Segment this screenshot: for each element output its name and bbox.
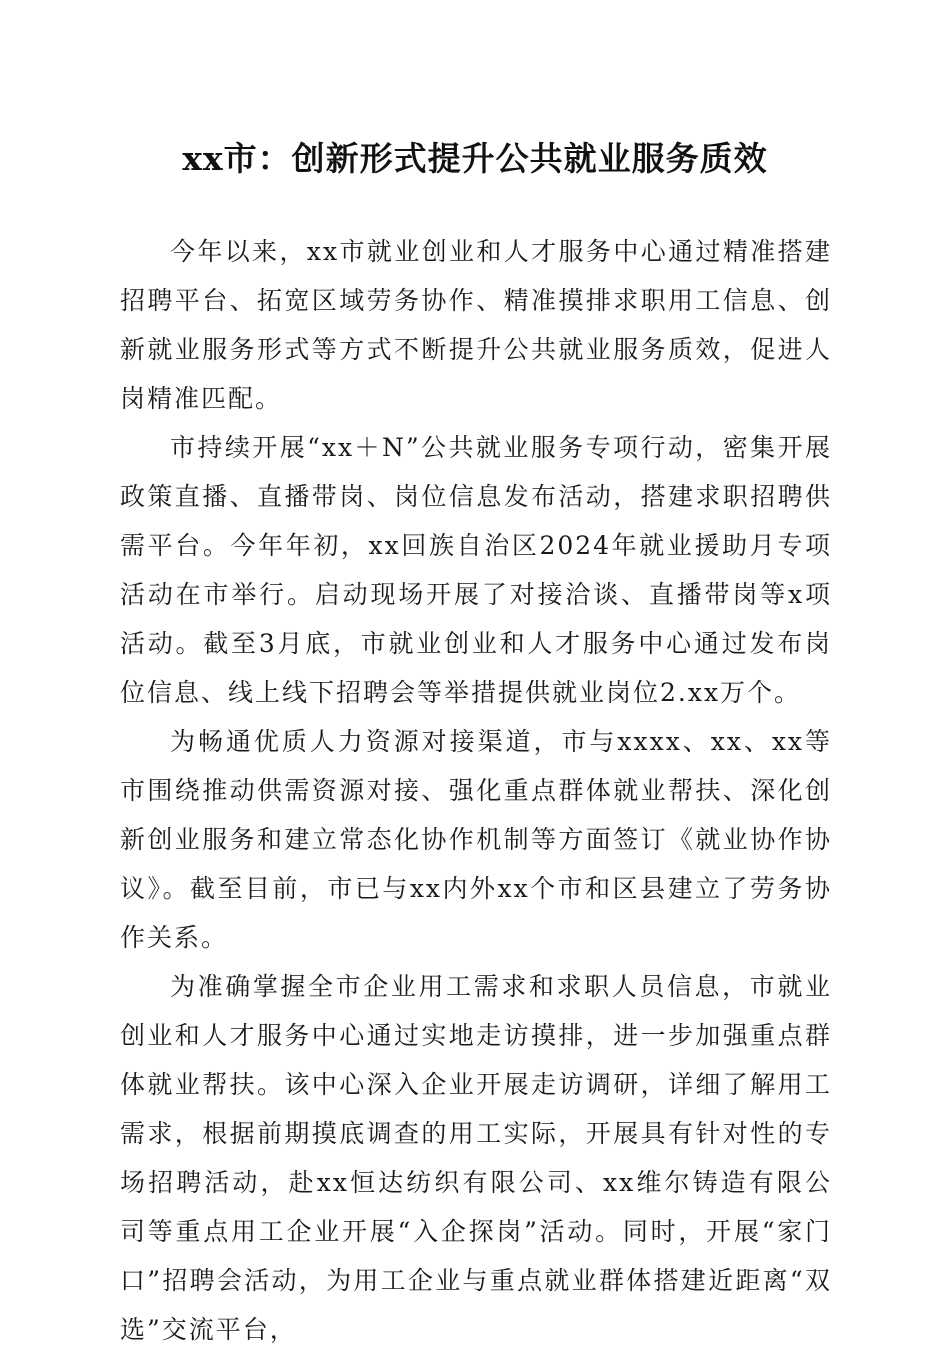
paragraph-recruitment-platform: 市持续开展“xx＋N”公共就业服务专项行动，密集开展政策直播、直播带岗、岗位信息发布活动，搭建求职招聘供需平台。今年年初，xx回族自治区2024年就业援助月专项活动在市举行。启动现场开展了对接洽谈、直播带岗等x项活动。截至3月底，市就业创业和人才服务中心通过发布岗位信息、线上线下招聘会等举措提供就业岗位2.xx万个。 [120,433,832,707]
paragraph-labor-cooperation: 为畅通优质人力资源对接渠道，市与xxxx、xx、xx等市围绕推动供需资源对接、强化重点群体就业帮扶、深化创新创业服务和建立常态化协作机制等方面签订《就业协作协议》。截至目前，市已与xx内外xx个市和区县建立了劳务协作关系。 [120,727,832,952]
paragraph-enterprise-visits: 为准确掌握全市企业用工需求和求职人员信息，市就业创业和人才服务中心通过实地走访摸排，进一步加强重点群体就业帮扶。该中心深入企业开展走访调研，详细了解用工需求，根据前期摸底调查的用工实际，开展具有针对性的专场招聘活动，赴xx恒达纺织有限公司、xx维尔铸造有限公司等重点用工企业开展“入企探岗”活动。同时，开展“家门口”招聘会活动，为用工企业与重点就业群体搭建近距离“双选”交流平台， [120,972,832,1344]
document-title: xx市：创新形式提升公共就业服务质效 [182,139,768,178]
paragraph-intro: 今年以来，xx市就业创业和人才服务中心通过精准搭建招聘平台、拓宽区域劳务协作、精准摸排求职用工信息、创新就业服务形式等方式不断提升公共就业服务质效，促进人岗精准匹配。 [120,237,832,413]
document-body [120,227,832,1354]
